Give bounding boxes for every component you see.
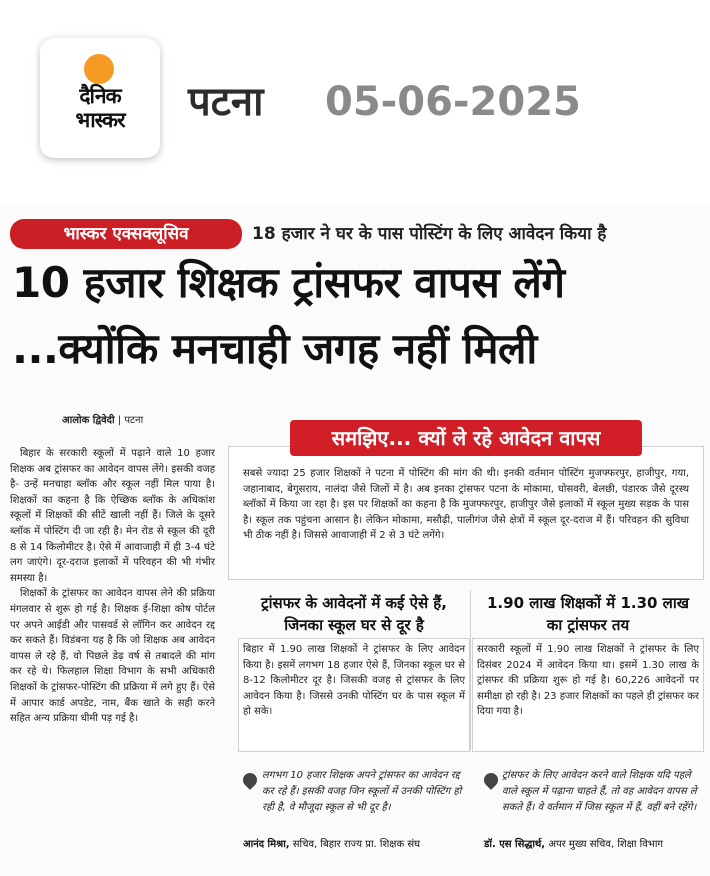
explainer-text: सबसे ज्यादा 25 हजार शिक्षकों ने पटना में पोस्टिंग की मांग की थी। इनकी वर्तमान पोस्टिंग मुजफ्फरपुर, हाजीपुर, गया, जहानाबाद, बेगूसराय, नालंदा जैसे जिलों में है। अब इनका ट्रांसफर पटना के मोकामा, घोसवरी, बेलछी, पंडारक जैसे दूरस्थ ब्लॉकों में किया जा रहा है। इस पर शिक्षकों का कहना है कि मुजफ्फरपुर, हाजीपुर जैसे इलाकों में स्कूल मुख्य सड़क के पास है। स्कूल तक पहुंचना आसान है। लेकिन मोकामा, मसौढ़ी, पालीगंज जैसे क्षेत्रों में स्कूल दूर-दराज में हैं। परिवहन की सुविधा भी ठीक नहीं है। जिससे आवाजाही में 2 से 3 घंटे लगेंगे। [243,468,689,542]
quote1-name: आनंद मिश्रा, [243,839,290,850]
quote1-text: लगभग 10 हजार शिक्षक अपने ट्रांसफर का आवेदन रद्द कर रहे हैं। इसकी वजह जिन स्कूलों में उनकी पोस्टिंग हो रही है, वे मौजूदा स्कूल से भी दूर है। [262,770,462,813]
dainik-bhaskar-logo [40,38,160,158]
logo-text-line2: भास्कर [75,108,125,132]
sub2-title: 1.90 लाख शिक्षकों में 1.30 लाख का ट्रांसफर तय [487,594,689,634]
byline-place: पटना [124,415,144,426]
byline-name: आलोक द्विवेदी [62,415,115,426]
sub1-title: ट्रांसफर के आवेदनों में कई ऐसे हैं, जिनका स्कूल घर से दूर है [261,594,447,634]
sun-icon [84,54,114,84]
quote2-text: ट्रांसफर के लिए आवेदन करने वाले शिक्षक यदि पहले वाले स्कूल में पढ़ाना चाहते हैं, तो वह आवेदन वापस ले सकते हैं। वे वर्तमान में जिस स्कूल में हैं, वहीं बने रहेंगे। [502,770,697,813]
sub1-text: बिहार में 1.90 लाख शिक्षकों ने ट्रांसफर के लिए आवेदन किया है। इसमें लगभग 18 हजार ऐसे हैं, जिनका स्कूल घर से 8-12 किलोमीटर दूर है। जिसकी वजह से ट्रांसफर के लिए आवेदन किया है। जिससे उनकी पोस्टिंग घर के पास स्कूल में हो सके। [243,644,465,718]
quote2-attribution [484,838,710,852]
article-paragraph: शिक्षकों के ट्रांसफर का आवेदन वापस लेने की प्रक्रिया मंगलवार से शुरू हो गई है। शिक्षक ई-शिक्षा कोष पोर्टल पर अपने आईडी और पासवर्ड से लॉगिन कर आवेदन रद्द कर सकते हैं। विडंबना यह है कि जो शिक्षक अब आवेदन वापस ले रहे हैं, वो पिछले डेढ़ वर्ष से तबादले की मांग कर रहे थे। फिलहाल शिक्षा विभाग के सभी अधिकारी शिक्षकों के ट्रांसफर-पोस्टिंग की प्रक्रिया में लगे हुए हैं। ऐसे में आपार कार्ड अपडेट, नाम, बैंक खाते के सही करने सहित अन्य प्रक्रिया धीमी पड़ गई है। [10,588,215,725]
exclusive-badge: भास्कर एक्सक्लूसिव [10,219,242,249]
headline-line1: 10 हजार शिक्षक ट्रांसफर वापस लेंगे [12,258,565,307]
quote2-name: डॉ. एस सिद्धार्थ, [484,839,546,850]
explainer-badge: समझिए... क्यों ले रहे आवेदन वापस [290,420,642,456]
kicker-text: 18 हजार ने घर के पास पोस्टिंग के लिए आवेदन किया है [252,224,607,244]
quote1-attribution [243,838,473,852]
date-label: 05-06-2025 [325,79,581,125]
quote2-designation: अपर मुख्य सचिव, शिक्षा विभाग [548,839,664,850]
sub2-text: सरकारी स्कूलों में 1.90 लाख शिक्षकों ने ट्रांसफर के लिए दिसंबर 2024 में आवेदन किया था। इसमें 1.30 लाख के ट्रांसफर की प्रक्रिया शुरू हो गई है। 60,226 आवेदनों पर समीक्षा हो रही है। 23 हजार शिक्षकों का पहले ही ट्रांसफर कर दिया गया है। [477,644,699,718]
city-label: पटना [188,79,264,125]
article-body [10,446,215,727]
headline-line2: ...क्योंकि मनचाही जगह नहीं मिली [12,324,537,373]
byline-separator: | [117,415,125,426]
byline [62,413,143,429]
logo-text-line1: दैनिक [79,84,121,108]
article-paragraph: बिहार के सरकारी स्कूलों में पढ़ाने वाले 10 हजार शिक्षक अब ट्रांसफर का आवेदन वापस लेंगे। इसकी वजह है- उन्हें मनचाहा ब्लॉक और स्कूल नहीं मिल पाया है। शिक्षकों का कहना है कि ऐच्छिक ब्लॉक के अधिकांश स्कूलों में शिक्षकों की सीटें खाली नहीं हैं। जिले के दूसरे ब्लॉक में पोस्टिंग दी जा रही है। मेन रोड से स्कूल की दूरी 8 से 14 किलोमीटर है। ऐसे में आवाजाही में ही 3-4 घंटे लग जाएंगे। दूर-दराज इलाकों में परिवहन की भी गंभीर समस्या है। [10,448,215,584]
column-divider [470,590,471,750]
quote1-designation: सचिव, बिहार राज्य प्रा. शिक्षक संघ [292,839,420,850]
